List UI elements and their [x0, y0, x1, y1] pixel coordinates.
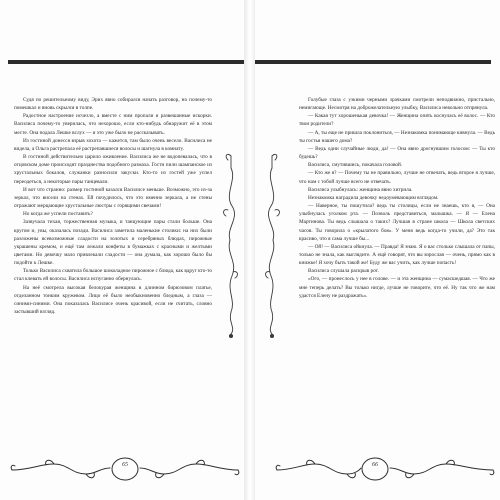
- paragraph: — Наверное, ты пошутила? ведь ты столицы, если не знаешь, кто я, — Она улыбнулась уголком рта. — Позволь представиться, малышка. — Я — Елена Мартинова. Ты ведь слышала о таких? Лучшая в стране школа — Школа светских часов. Ты говорила о «крылатого боя». У меня ведь когда-то учили, да? Это так красиво, что я сама лучше бы...: [299, 203, 495, 242]
- paragraph: Незнакомка наградила девочку недоумевающим взглядом.: [308, 194, 439, 201]
- footer-flourish-ornament: [275, 450, 495, 490]
- right-page: [255, 0, 500, 500]
- text-column: [14, 96, 212, 316]
- left-page: [0, 0, 245, 500]
- footer-flourish-ornament: [10, 450, 240, 490]
- text-column: [299, 96, 495, 300]
- paragraph: В гостиной действительно царило оживление. Василиса же не водопевалась, что в отцовском доме происходят празднества подобного размаха. Гости пили шампанское из хрустальных бокалов, служанки разносили закуски. Кто-то из гостей уже успел переодеться, а некоторые пары танцевали.: [14, 154, 212, 185]
- paragraph: Василиса улыбнулась: женщина явно хитрила.: [308, 186, 413, 193]
- top-rule: [8, 60, 244, 64]
- paragraph: На неё смотрела высокая белокурая женщина в длинном бирюзовом платье, отделанном тонким кружевом. Лицо её было необыкновенно бледным, а глаза — синими-синими. Она показалась Василисе очень красивой, если не считать, словно застывший взгляд.: [14, 284, 212, 316]
- paragraph: Но когда же успели поставить?: [23, 211, 93, 218]
- paragraph: «Ого, — пронеслось у нее в голове. — и эта женщина — сумасшедшая. — Что же мне теперь делать? Вы только нигде, лучше не говорите, что её. Ну так что же нам удастся Елену не раздражать».: [299, 276, 495, 299]
- page-number: 66: [372, 462, 378, 468]
- page-footer: [275, 450, 495, 490]
- paragraph: — Какая тут хорошенькая девочка! — Женщина опять коснулась её волос. — Кто твои родители?: [299, 113, 495, 128]
- paragraph: Только Василиса схватила большое шоколадное пирожное с блюда, как вдруг кто-то стал клевать ей волосы. Василиса испуганно обернулась.: [14, 268, 212, 283]
- paragraph: — Кто же я? — Почему ты не правильно, лучше не отвечать, ведь второе я лучше, что нам с тобой лучше всего не отвечать.: [299, 170, 495, 185]
- paragraph: Радостное настроение исчезло, а вместе с ним пропали и развешанные искорки. Василиса почему-то уверилась, что нехорошо, если кто-нибудь обнаружит её в этом месте. Она подала Лешке вслух — и это уже было не рассказывать.: [14, 113, 212, 136]
- top-rule: [255, 60, 491, 64]
- paragraph: Из гостиной донесся взрыв хохота — кажется, там было очень весело. Василиса не видела, а Ольга растрепала её растрепавшиеся волосы и шагнула в комнату.: [14, 137, 212, 152]
- paragraph: Василиса слушала раскрыв рот.: [308, 268, 379, 275]
- side-scroll-ornament: [220, 150, 242, 340]
- page-footer: [10, 450, 240, 490]
- paragraph: — Ой! — Василиса ойкнула. — Правда! Я знаю. Я о вас столько слышала от папы, только не знала, как выглядите. А ещё говорят, что вы взрослая — очень, прямо как в книжке! Я хочу быть такой же! Буду же вас учить, как лучше попасть!: [299, 243, 495, 267]
- side-scroll-ornament: [261, 150, 283, 340]
- paragraph: Зазвучала тихая, торжественная музыка, и танцующие пары стали больше. Она кругом и, увы, оказалась позади. Василиса заметила маленькие столики: на них были разложены всевозможные сладости на золотых и серебряных блюдах, пирожные украшены кремом, и ещё там лежали конфеты в бумажках с красными и желтыми цветами. Но девочку мало привлекали сладости — она думала, как хорошо было бы подойти к Лешке.: [14, 219, 212, 267]
- paragraph: Судя по решительному виду, Эрих явно собирался начать разговор, но почему-то помешкал и вновь скрылся в толпе.: [14, 97, 212, 112]
- paragraph: Голубые глаза с узкими черными зрачками смотрели неподвижно, пристально, немигающе. Несмотря на доброжелательную улыбку, Василиса невольно отпрянула.: [299, 97, 495, 112]
- paragraph: — Ведь одни случайные люди, да! — Она явно дрогнувшим голосом: — Ты кто будешь?: [299, 145, 495, 161]
- paragraph: Василиса, смутившись, покачала головой.: [308, 162, 403, 169]
- paragraph: — А, ты еще не пришла поклониться, — Незнакомка понимающе кивнула. — Ведь ты гостья нашего дома?: [299, 129, 495, 144]
- paragraph: И вот что странно: размер гостиной казался Василисе меньше. Возможно, это из-за зеркал, что висели на стенах. Ей почудилось, что это именно зеркала, а не стены отражают мерцающие хрустальные люстры с горящими свечами!: [14, 186, 212, 210]
- page-number: 65: [122, 462, 128, 468]
